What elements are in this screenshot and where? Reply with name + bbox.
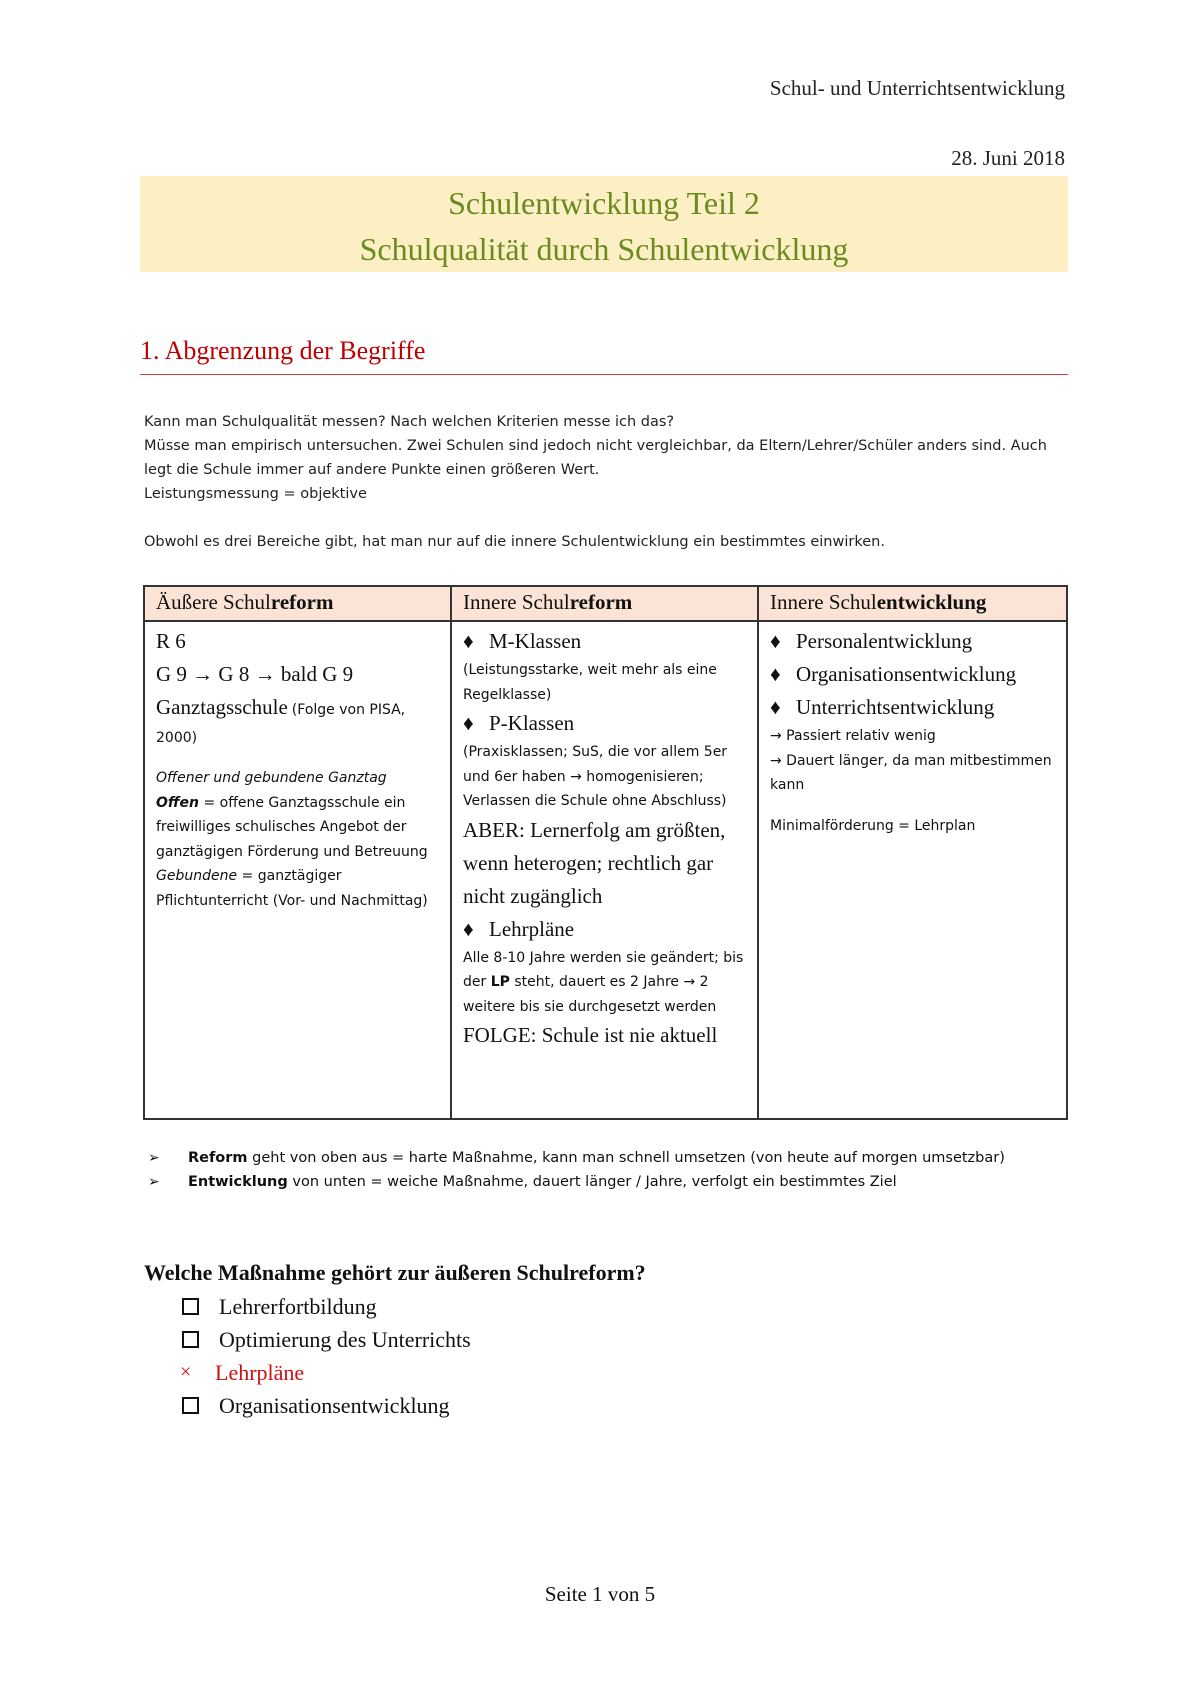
title-line-1: Schulentwicklung Teil 2 xyxy=(448,185,760,221)
cell-innere-schulreform xyxy=(451,621,758,1119)
intro-line: Kann man Schulqualität messen? Nach welchen Kriterien messe ich das? xyxy=(144,414,675,430)
list-item: ➢ Reform geht von oben aus = harte Maßnahme, kann man schnell umsetzen (von heute auf morgen umsetzbar) xyxy=(148,1146,1078,1170)
quiz-option[interactable] xyxy=(180,1290,471,1323)
entwicklung-item: ♦ Unterrichtsentwicklung xyxy=(770,691,1055,724)
list-item: ➢ Entwicklung von unten = weiche Maßnahme, dauert länger / Jahre, verfolgt ein bestimmtes Ziel xyxy=(148,1170,1078,1194)
section-heading: 1. Abgrenzung der Begriffe xyxy=(140,336,1068,375)
r6-text: R 6 xyxy=(156,629,186,653)
m-klassen-note: (Leistungsstarke, weit mehr als eine Regelklasse) xyxy=(463,662,717,703)
diamond-bullet-icon: ♦ xyxy=(770,695,781,719)
comparison-table xyxy=(143,585,1068,1120)
g9-text: G 9 → G 8 → bald G 9 xyxy=(156,662,354,686)
diamond-bullet-icon: ♦ xyxy=(463,711,474,735)
page-footer: Seite 1 von 5 xyxy=(544,1582,656,1606)
quiz-option[interactable] xyxy=(180,1323,471,1356)
lehrplaene-item: ♦ Lehrpläne xyxy=(463,913,746,946)
entwicklung-item: ♦ Personalentwicklung xyxy=(770,625,1055,658)
cell-aeussere-schulreform xyxy=(144,621,451,1119)
diamond-bullet-icon: ♦ xyxy=(770,662,781,686)
quiz-options xyxy=(180,1290,471,1422)
cross-mark-icon[interactable]: × xyxy=(180,1361,192,1383)
title-box xyxy=(140,176,1068,272)
quiz-option[interactable] xyxy=(180,1389,471,1422)
header-innere-schulreform: Innere Schulreform xyxy=(451,586,758,621)
header-aeussere-schulreform: Äußere Schulreform xyxy=(144,586,451,621)
document-date: 28. Juni 2018 xyxy=(951,146,1065,170)
checkbox-icon[interactable] xyxy=(182,1397,199,1414)
intro-note: Obwohl es drei Bereiche gibt, hat man nur auf die innere Schulentwicklung ein bestimmtes einwirken. xyxy=(144,534,885,550)
p-klassen-item: ♦ P-Klassen xyxy=(463,707,746,740)
cell-innere-schulentwicklung xyxy=(758,621,1067,1119)
aber-note: ABER: Lernerfolg am größten, wenn heterogen; rechtlich gar nicht zugänglich xyxy=(463,817,726,908)
diamond-bullet-icon: ♦ xyxy=(463,916,474,941)
arrow-bullet-icon: ➢ xyxy=(148,1174,160,1190)
offen-definition: Offen = offene Ganztagsschule ein freiwilliges schulisches Angebot der ganztägigen Förderung und Betreuung xyxy=(156,794,428,860)
entwicklung-note: → Passiert relativ wenig xyxy=(770,728,936,744)
ganztag-block: Ganztagsschule (Folge von PISA, 2000) xyxy=(156,695,406,746)
intro-text xyxy=(144,410,1074,554)
definition-bullets xyxy=(148,1146,1078,1194)
gebunden-definition: Gebundene = ganztägiger Pflichtunterricht (Vor- und Nachmittag) xyxy=(156,868,428,909)
quiz-option-label: Organisationsentwicklung xyxy=(219,1393,450,1418)
entwicklung-item: ♦ Organisationsentwicklung xyxy=(770,658,1055,691)
entwicklung-note: → Dauert länger, da man mitbestimmen kann xyxy=(770,752,1052,793)
quiz-question: Welche Maßnahme gehört zur äußeren Schulreform? xyxy=(144,1260,646,1285)
ganztag-title: Offener und gebundene Ganztag xyxy=(156,770,387,786)
arrow-bullet-icon: ➢ xyxy=(148,1150,160,1166)
checkbox-icon[interactable] xyxy=(182,1298,199,1315)
diamond-bullet-icon: ♦ xyxy=(463,629,474,653)
intro-line: Müsse man empirisch untersuchen. Zwei Schulen sind jedoch nicht vergleichbar, da Eltern/Lehrer/Schüler anders sind. Auch legt die Schule immer auf andere Punkte einen größeren Wert. xyxy=(144,438,1047,478)
folge-note: FOLGE: Schule ist nie aktuell xyxy=(463,1023,718,1047)
lehrplaene-note: Alle 8-10 Jahre werden sie geändert; bis der LP steht, dauert es 2 Jahre → 2 weitere bis sie durchgesetzt werden xyxy=(463,949,744,1015)
quiz-option-label: Lehrpläne xyxy=(215,1360,305,1385)
header-innere-schulentwicklung: Innere Schulentwicklung xyxy=(758,586,1067,621)
running-header: Schul- und Unterrichtsentwicklung xyxy=(769,76,1065,100)
minimalfoerderung-note: Minimalförderung = Lehrplan xyxy=(770,817,976,834)
checkbox-icon[interactable] xyxy=(182,1331,199,1348)
diamond-bullet-icon: ♦ xyxy=(770,629,781,653)
quiz-option-label: Optimierung des Unterrichts xyxy=(219,1327,471,1352)
quiz-option[interactable] xyxy=(180,1356,471,1389)
intro-line: Leistungsmessung = objektive xyxy=(144,486,367,502)
quiz-option-label: Lehrerfortbildung xyxy=(219,1294,377,1319)
m-klassen-item: ♦ M-Klassen xyxy=(463,625,746,658)
title-line-2: Schulqualität durch Schulentwicklung xyxy=(359,231,849,267)
p-klassen-note: (Praxisklassen; SuS, die vor allem 5er und 6er haben → homogenisieren; Verlassen die Schule ohne Abschluss) xyxy=(463,744,728,809)
